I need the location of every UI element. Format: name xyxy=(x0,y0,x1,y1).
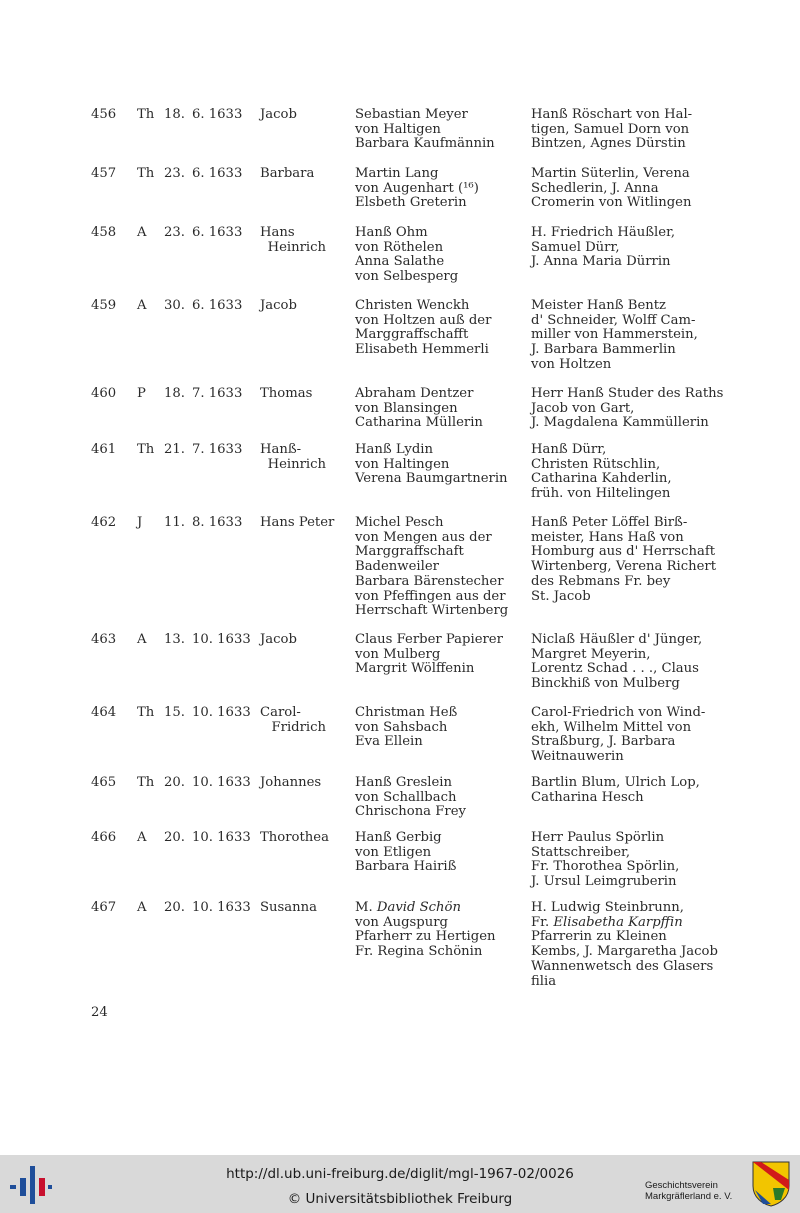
entry-date: 6. 1633 xyxy=(192,107,243,122)
godparents-line: Fr. Elisabetha Karpffin xyxy=(531,914,683,930)
child-name xyxy=(260,516,344,531)
godparents-line: tigen, Samuel Dorn von xyxy=(531,121,690,137)
godparents-line: Wirtenberg, Verena Richert xyxy=(531,559,717,575)
godparents xyxy=(531,387,723,431)
godparents-line: St. Jacob xyxy=(531,588,591,604)
child-name xyxy=(260,443,344,472)
godparents-line: Lorentz Schad . . ., Claus xyxy=(531,661,699,677)
parents-line: von Haltigen xyxy=(355,121,441,137)
child-name-line: Carol- xyxy=(260,705,301,720)
entry-day: 20. xyxy=(164,900,185,915)
entry-code: A xyxy=(137,830,147,845)
godparents-line: Herr Hanß Studer des Raths xyxy=(531,386,724,401)
entry-day: 20. xyxy=(164,830,185,845)
parents-line: Sebastian Meyer xyxy=(355,107,468,122)
godparents-line: Schedlerin, J. Anna xyxy=(531,180,659,196)
parents xyxy=(355,706,457,750)
parents-line: von Holtzen auß der xyxy=(355,312,492,328)
parents-line: von Augenhart (¹⁶) xyxy=(355,180,479,196)
parents-line: Marggraffschaft xyxy=(355,544,464,560)
godparents-line: Margret Meyerin, xyxy=(531,646,651,662)
entry-code: Th xyxy=(137,107,155,122)
child-name-line: Jacob xyxy=(260,107,297,122)
entry-day: 11. xyxy=(164,515,185,530)
godparents-line: Weitnauwerin xyxy=(531,749,624,765)
entry-code: Th xyxy=(137,775,155,790)
godparents-line: Herr Paulus Spörlin xyxy=(531,830,665,845)
entry-code: Th xyxy=(137,442,155,457)
society-name xyxy=(645,1180,732,1202)
godparents xyxy=(531,108,692,152)
parents-line: Barbara Bärenstecher xyxy=(355,573,504,589)
godparents-line: d' Schneider, Wolff Cam- xyxy=(531,312,696,328)
parents xyxy=(355,443,508,487)
child-name-line: Thorothea xyxy=(260,830,329,845)
godparents-line: Catharina Kahderlin, xyxy=(531,471,672,487)
entry-number: 459 xyxy=(91,298,117,313)
entry-date: 10. 1633 xyxy=(192,775,251,790)
godparents-line: Pfarrerin zu Kleinen xyxy=(531,929,667,945)
parents-line: Marggraffschafft xyxy=(355,327,469,343)
coat-of-arms-icon[interactable] xyxy=(751,1160,791,1208)
godparents xyxy=(531,706,705,765)
parents-line: Chrischona Frey xyxy=(355,804,466,820)
parents-line: Hanß Greslein xyxy=(355,775,453,790)
child-name-line: Barbara xyxy=(260,166,315,181)
godparents-line: Fr. Thorothea Spörlin, xyxy=(531,859,680,875)
parents-line: Christen Wenckh xyxy=(355,298,470,313)
entry-number: 467 xyxy=(91,900,117,915)
page-number: 24 xyxy=(91,1005,108,1020)
godparents xyxy=(531,226,675,270)
child-name-line: Heinrich xyxy=(267,239,326,255)
parents-line: Christman Heß xyxy=(355,705,458,720)
child-name-line: Hans xyxy=(260,225,295,240)
godparents-line: J. Magdalena Kammüllerin xyxy=(531,415,709,431)
godparents xyxy=(531,299,698,373)
parents-line: Eva Ellein xyxy=(355,734,423,750)
child-name-line: Hans Peter xyxy=(260,515,335,530)
parents-line: Anna Salathe xyxy=(355,254,445,270)
entry-code: J xyxy=(137,515,143,530)
parents-line: von Augspurg xyxy=(355,914,448,930)
parents-line: Margrit Wölffenin xyxy=(355,661,475,677)
godparents-line: Homburg aus d' Herrschaft xyxy=(531,544,715,560)
entry-number: 464 xyxy=(91,705,117,720)
entry-day: 15. xyxy=(164,705,185,720)
godparents xyxy=(531,901,718,989)
entry-date: 10. 1633 xyxy=(192,830,251,845)
child-name xyxy=(260,387,344,402)
child-name xyxy=(260,776,344,791)
entry-code: A xyxy=(137,632,147,647)
parents-line: Herrschaft Wirtenberg xyxy=(355,603,509,619)
godparents-line: meister, Hans Haß von xyxy=(531,529,684,545)
godparents xyxy=(531,443,672,502)
entry-number: 463 xyxy=(91,632,117,647)
entry-number: 462 xyxy=(91,515,117,530)
entry-date: 7. 1633 xyxy=(192,442,243,457)
godparents-line: Binckhiß von Mulberg xyxy=(531,676,680,692)
child-name xyxy=(260,706,344,735)
godparents-line: filia xyxy=(531,973,557,989)
entry-number: 466 xyxy=(91,830,117,845)
parents xyxy=(355,387,483,431)
parents-line: Verena Baumgartnerin xyxy=(355,471,508,487)
entry-day: 21. xyxy=(164,442,185,457)
entry-day: 20. xyxy=(164,775,185,790)
entry-day: 23. xyxy=(164,166,185,181)
entry-code: Th xyxy=(137,166,155,181)
godparents-line: Martin Süterlin, Verena xyxy=(531,166,690,181)
parents-line: von Blansingen xyxy=(355,400,458,416)
entry-date: 6. 1633 xyxy=(192,166,243,181)
godparents-line: H. Friedrich Häußler, xyxy=(531,225,676,240)
entry-date: 6. 1633 xyxy=(192,225,243,240)
godparents-line: Stattschreiber, xyxy=(531,844,631,860)
godparents-line: J. Ursul Leimgruberin xyxy=(531,874,677,890)
parents xyxy=(355,226,458,285)
document-url-link[interactable]: http://dl.ub.uni-freiburg.de/diglit/mgl-1967-02/0026 xyxy=(226,1166,574,1182)
child-name-line: Fridrich xyxy=(271,719,326,735)
godparents-line: des Rebmans Fr. bey xyxy=(531,573,671,589)
parents-line: Hanß Lydin xyxy=(355,442,433,457)
godparents-line: Christen Rütschlin, xyxy=(531,456,661,472)
parents-line: Hanß Ohm xyxy=(355,225,428,240)
godparents-line: J. Barbara Bammerlin xyxy=(531,342,676,358)
entry-day: 18. xyxy=(164,107,185,122)
parents-line: Elsbeth Greterin xyxy=(355,195,467,211)
parents-line: Fr. Regina Schönin xyxy=(355,944,483,960)
entry-number: 456 xyxy=(91,107,117,122)
parents xyxy=(355,516,508,619)
child-name xyxy=(260,108,344,123)
parents-line: Barbara Kaufmännin xyxy=(355,136,495,152)
entry-number: 458 xyxy=(91,225,117,240)
child-name xyxy=(260,633,344,648)
entry-number: 461 xyxy=(91,442,117,457)
child-name-line: Heinrich xyxy=(267,456,326,472)
parents-line: Claus Ferber Papierer xyxy=(355,632,503,647)
godparents xyxy=(531,831,679,890)
godparents-line: von Holtzen xyxy=(531,356,612,372)
godparents-line: miller von Hammerstein, xyxy=(531,327,698,343)
child-name xyxy=(260,831,344,846)
godparents-line: Bartlin Blum, Ulrich Lop, xyxy=(531,775,700,790)
entry-day: 13. xyxy=(164,632,185,647)
entry-number: 465 xyxy=(91,775,117,790)
child-name-line: Jacob xyxy=(260,298,297,313)
godparents xyxy=(531,633,702,692)
entry-code: A xyxy=(137,225,147,240)
godparents-line: Wannenwetsch des Glasers xyxy=(531,958,714,974)
parents-line: Elisabeth Hemmerli xyxy=(355,342,489,358)
entry-code: A xyxy=(137,298,147,313)
entry-date: 10. 1633 xyxy=(192,705,251,720)
godparents xyxy=(531,776,700,805)
parents xyxy=(355,831,456,875)
entry-day: 23. xyxy=(164,225,185,240)
child-name-line: Hanß- xyxy=(260,442,302,457)
godparents-line: Carol-Friedrich von Wind- xyxy=(531,705,706,720)
godparents-line: H. Ludwig Steinbrunn, xyxy=(531,900,684,915)
child-name-line: Thomas xyxy=(260,386,313,401)
entry-date: 10. 1633 xyxy=(192,900,251,915)
entry-date: 10. 1633 xyxy=(192,632,251,647)
entry-date: 8. 1633 xyxy=(192,515,243,530)
parents-line: von Schallbach xyxy=(355,789,457,805)
parents xyxy=(355,901,496,960)
godparents xyxy=(531,516,716,604)
entry-number: 460 xyxy=(91,386,117,401)
child-name xyxy=(260,901,344,916)
parents xyxy=(355,167,479,211)
godparents-line: Hanß Dürr, xyxy=(531,442,607,457)
godparents-line: Catharina Hesch xyxy=(531,789,644,805)
godparents-line: früh. von Hiltelingen xyxy=(531,486,671,502)
parents-line: Badenweiler xyxy=(355,559,439,575)
godparents-line: Niclaß Häußler d' Jünger, xyxy=(531,632,703,647)
parents-line: Hanß Gerbig xyxy=(355,830,442,845)
godparents-line: Samuel Dürr, xyxy=(531,239,620,255)
entry-code: P xyxy=(137,386,146,401)
parents-line: Pfarherr zu Hertigen xyxy=(355,929,496,945)
godparents-line: Hanß Röschart von Hal- xyxy=(531,107,693,122)
parents-line: Abraham Dentzer xyxy=(355,386,474,401)
parents xyxy=(355,633,503,677)
parents-line: Michel Pesch xyxy=(355,515,444,530)
parents-line: von Sahsbach xyxy=(355,719,448,735)
society-name-line1: Geschichtsverein xyxy=(645,1180,718,1191)
parents-line: von Selbesperg xyxy=(355,269,459,285)
entry-number: 457 xyxy=(91,166,117,181)
entry-date: 7. 1633 xyxy=(192,386,243,401)
godparents-line: J. Anna Maria Dürrin xyxy=(531,254,671,270)
child-name-line: Johannes xyxy=(260,775,322,790)
parents xyxy=(355,108,495,152)
entry-code: A xyxy=(137,900,147,915)
godparents xyxy=(531,167,691,211)
parents-line: Barbara Hairiß xyxy=(355,859,457,875)
viewer-footer xyxy=(0,1155,800,1213)
parents-line: M. David Schön xyxy=(355,900,461,915)
copyright-text: © Universitätsbibliothek Freiburg xyxy=(287,1191,513,1207)
godparents-line: Cromerin von Witlingen xyxy=(531,195,692,211)
child-name-line: Jacob xyxy=(260,632,297,647)
parents xyxy=(355,776,466,820)
parents-line: von Mulberg xyxy=(355,646,441,662)
child-name xyxy=(260,299,344,314)
entry-date: 6. 1633 xyxy=(192,298,243,313)
child-name xyxy=(260,226,344,255)
godparents-line: Kembs, J. Margaretha Jacob xyxy=(531,944,718,960)
godparents-line: Bintzen, Agnes Dürstin xyxy=(531,136,686,152)
entry-code: Th xyxy=(137,705,155,720)
society-name-line2: Markgräflerland e. V. xyxy=(645,1191,733,1202)
entry-day: 18. xyxy=(164,386,185,401)
entry-day: 30. xyxy=(164,298,185,313)
godparents-line: ekh, Wilhelm Mittel von xyxy=(531,719,692,735)
parents-line: Martin Lang xyxy=(355,166,439,181)
parents-line: von Röthelen xyxy=(355,239,444,255)
godparents-line: Jacob von Gart, xyxy=(531,400,635,416)
parents-line: von Haltingen xyxy=(355,456,450,472)
parents-line: Catharina Müllerin xyxy=(355,415,483,431)
godparents-line: Meister Hanß Bentz xyxy=(531,298,666,313)
parents-line: von Etligen xyxy=(355,844,432,860)
parents-line: von Pfeffingen aus der xyxy=(355,588,506,604)
godparents-line: Hanß Peter Löffel Birß- xyxy=(531,515,688,530)
child-name-line: Susanna xyxy=(260,900,318,915)
parents xyxy=(355,299,491,358)
parents-line: von Mengen aus der xyxy=(355,529,492,545)
child-name xyxy=(260,167,344,182)
godparents-line: Straßburg, J. Barbara xyxy=(531,734,676,750)
